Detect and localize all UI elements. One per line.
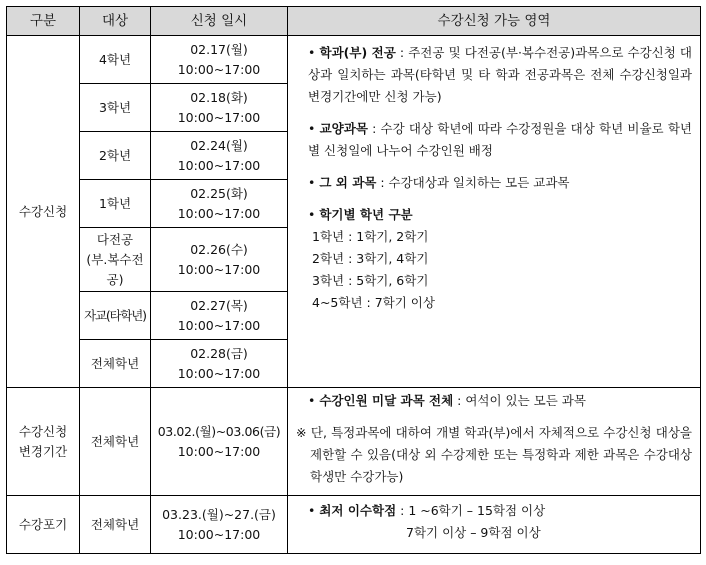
time-text: 10:00~17:00: [177, 109, 261, 125]
bullet: •: [308, 45, 320, 60]
time-text: 10:00~17:00: [177, 365, 261, 381]
target-cell: 전체학년: [80, 496, 151, 554]
header-date: 신청 일시: [151, 7, 288, 36]
date-cell: [151, 36, 288, 84]
semester-line: 4~5학년 : 7학기 이상: [312, 295, 435, 310]
time-text: 10:00~17:00: [177, 443, 261, 459]
bullet: •: [308, 503, 320, 518]
date-text: 02.18(화): [190, 89, 248, 105]
date-cell: [151, 388, 288, 496]
target-cell: 2학년: [80, 132, 151, 180]
time-text: 10:00~17:00: [177, 157, 261, 173]
date-cell: [151, 228, 288, 292]
time-text: 10:00~17:00: [177, 205, 261, 221]
header-area: 수강신청 가능 영역: [288, 7, 701, 36]
change-title: 수강인원 미달 과목 전체: [319, 393, 454, 408]
registration-schedule-table: [6, 6, 701, 554]
date-text: 02.26(수): [190, 241, 248, 257]
header-category: 구분: [7, 7, 80, 36]
time-text: 10:00~17:00: [177, 261, 261, 277]
drop-line2: 7학기 이상 – 9학점 이상: [406, 525, 541, 540]
date-text: 02.24(월): [190, 137, 248, 153]
bullet: •: [308, 175, 320, 190]
table-row: [7, 496, 701, 554]
target-cell: 전체학년: [80, 388, 151, 496]
date-cell: [151, 496, 288, 554]
liberal-title: 교양과목: [319, 121, 368, 136]
date-cell: [151, 84, 288, 132]
bullet: •: [308, 393, 320, 408]
date-cell: [151, 340, 288, 388]
semester-line: 3학년 : 5학기, 6학기: [312, 273, 429, 288]
bullet: •: [308, 121, 320, 136]
target-cell: 3학년: [80, 84, 151, 132]
liberal-text: : 수강 대상 학년에 따라 수강정원을 대상 학년 비율로 학년별 신청일에 나누어 수강인원 배정: [308, 121, 692, 158]
drop-line1: : 1 ~6학기 – 15학점 이상: [396, 503, 546, 518]
table-row: [7, 36, 701, 84]
semester-line: 1학년 : 1학기, 2학기: [312, 229, 429, 244]
category-change: 수강신청 변경기간: [7, 388, 80, 496]
change-text: : 여석이 있는 모든 과목: [453, 393, 586, 408]
target-cell: 1학년: [80, 180, 151, 228]
date-text: 03.23.(월)~27.(금): [162, 506, 276, 522]
category-drop: 수강포기: [7, 496, 80, 554]
date-text: 02.28(금): [190, 345, 248, 361]
date-text: 02.27(목): [190, 297, 248, 313]
target-cell: 전체학년: [80, 340, 151, 388]
header-row: [7, 7, 701, 36]
drop-area-cell: [288, 496, 701, 554]
date-cell: [151, 132, 288, 180]
target-cell: 4학년: [80, 36, 151, 84]
date-text: 02.17(월): [190, 41, 248, 57]
registration-area-cell: [288, 36, 701, 388]
time-text: 10:00~17:00: [177, 61, 261, 77]
major-text: : 주전공 및 다전공(부·복수전공)과목으로 수강신청 대상과 일치하는 과목(타학년 및 타 학과 전공과목은 전체 수강신청일과 변경기간에만 신청 가능): [308, 45, 692, 104]
date-cell: [151, 292, 288, 340]
time-text: 10:00~17:00: [177, 526, 261, 542]
semester-line: 2학년 : 3학기, 4학기: [312, 251, 429, 266]
date-text: 03.02.(월)~03.06(금): [157, 423, 281, 439]
target-cell: 다전공 (부.복수전공): [80, 228, 151, 292]
other-text: : 수강대상과 일치하는 모든 교과목: [376, 175, 570, 190]
major-title: 학과(부) 전공: [319, 45, 396, 60]
table-row: [7, 388, 701, 496]
semester-title: 학기별 학년 구분: [319, 207, 413, 222]
header-target: 대상: [80, 7, 151, 36]
date-cell: [151, 180, 288, 228]
change-area-cell: [288, 388, 701, 496]
change-note: ※ 단, 특정과목에 대하여 개별 학과(부)에서 자체적으로 수강신청 대상을 제한할 수 있음(대상 외 수강제한 또는 특정학과 제한 과목은 수강대상 학생만 수강가능): [296, 425, 692, 484]
bullet: •: [308, 207, 320, 222]
category-registration: 수강신청: [7, 36, 80, 388]
date-text: 02.25(화): [190, 185, 248, 201]
drop-title: 최저 이수학점: [319, 503, 397, 518]
target-cell: 자교(타학년): [80, 292, 151, 340]
other-title: 그 외 과목: [319, 175, 377, 190]
time-text: 10:00~17:00: [177, 317, 261, 333]
